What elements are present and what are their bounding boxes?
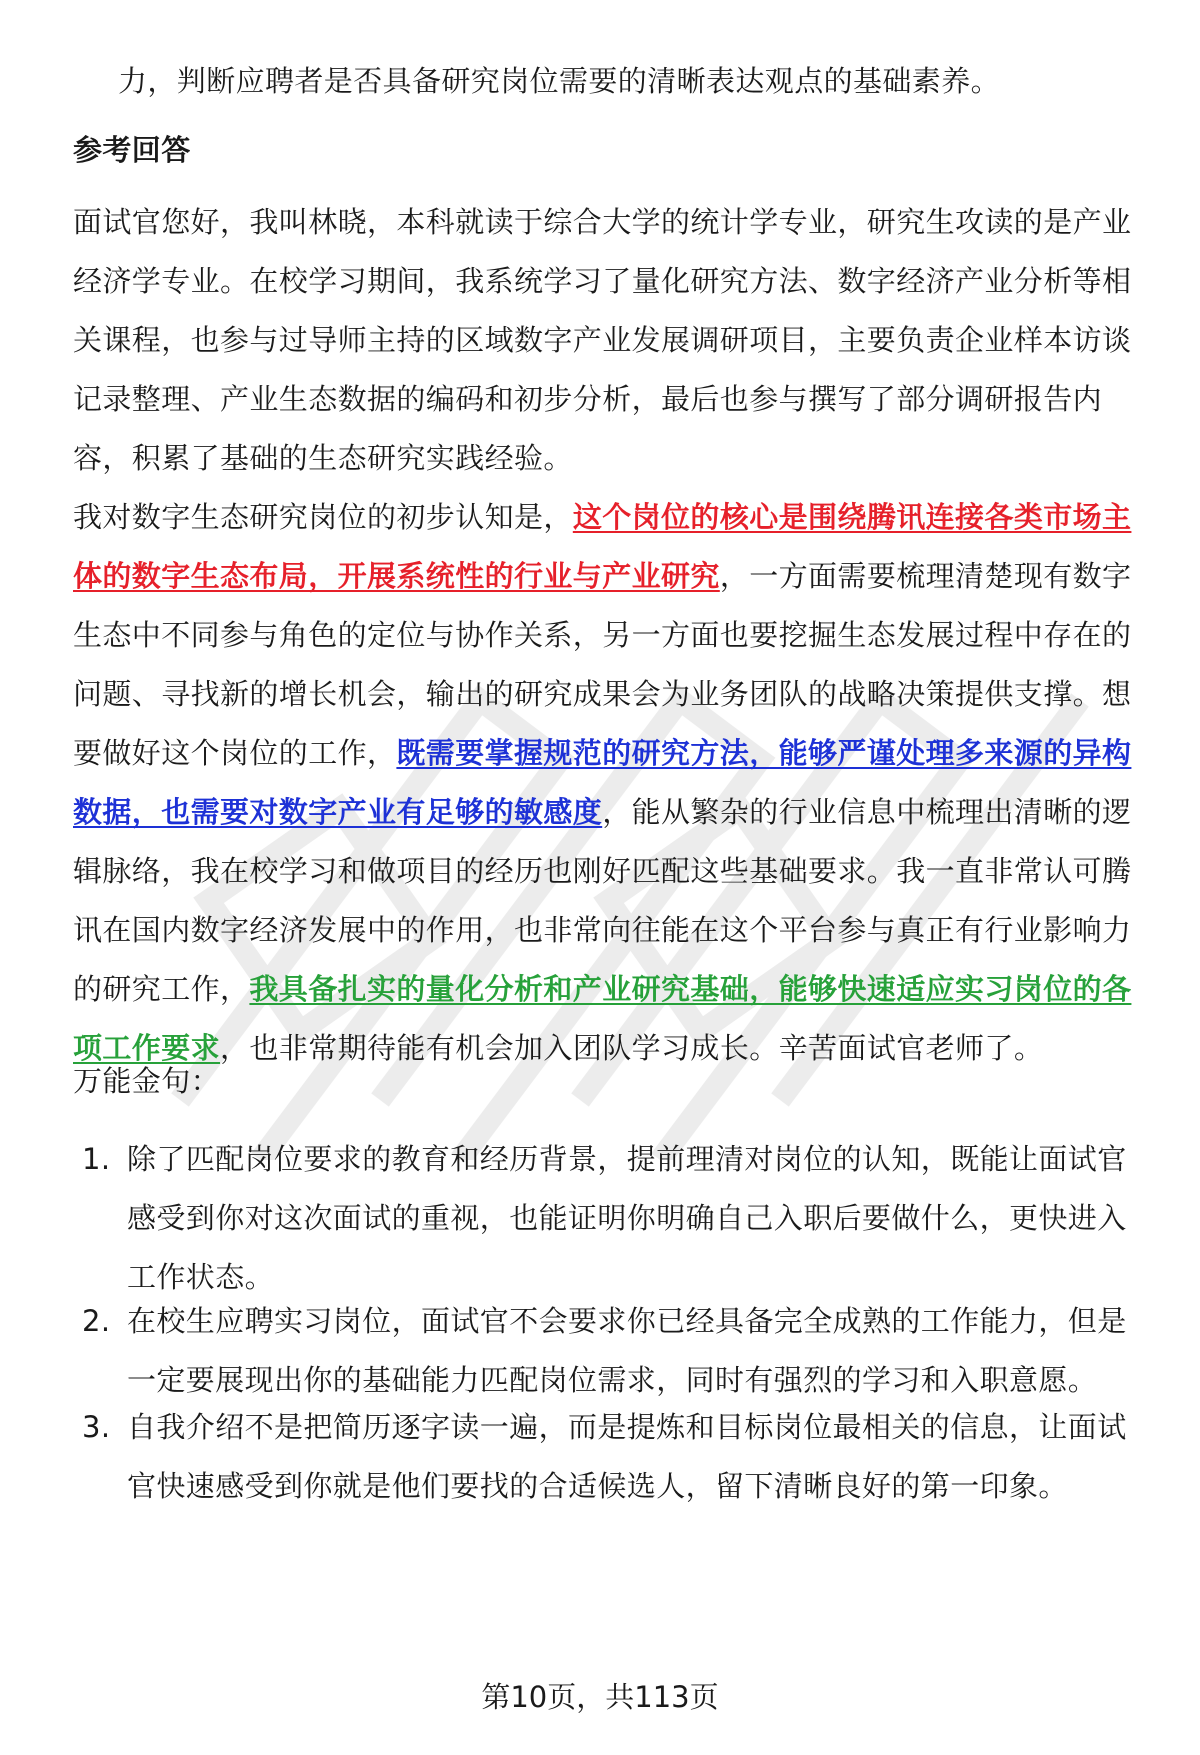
list-text: 在校生应聘实习岗位，面试官不会要求你已经具备完全成熟的工作能力，但是一定要展现出你的基础能力匹配岗位需求，同时有强烈的学习和入职意愿。 <box>127 1304 1127 1397</box>
list-item <box>82 1398 1148 1516</box>
reference-answer-heading: 参考回答 <box>73 133 191 167</box>
list-item <box>82 1292 1148 1410</box>
answer-paragraph-2 <box>73 488 1148 1078</box>
highlight-blue: 既需要掌握规范的研究方法，能够严谨处理多来源的异构数据，也需要对数字产业有足够的敏感度 <box>73 736 1132 829</box>
list-text: 自我介绍不是把简历逐字读一遍，而是提炼和目标岗位最相关的信息，让面试官快速感受到你就是他们要找的合适候选人，留下清晰良好的第一印象。 <box>127 1410 1127 1503</box>
answer-paragraph-1: 面试官您好，我叫林晓，本科就读于综合大学的统计学专业，研究生攻读的是产业经济学专业。在校学习期间，我系统学习了量化研究方法、数字经济产业分析等相关课程，也参与过导师主持的区域数字产业发展调研项目，主要负责企业样本访谈记录整理、产业生态数据的编码和初步分析，最后也参与撰写了部分调研报告内容，积累了基础的生态研究实践经验。 <box>73 205 1132 475</box>
answer-p2-text-2: ，一方面需要梳理清楚现有数字生态中不同参与角色的定位与协作关系，另一方面也要挖掘生态发展过程中存在的问题、寻找新的增长机会，输出的研究成果会为业务团队的战略决策提供支撑。想要做好这个岗位的工作， <box>73 559 1132 770</box>
answer-p2-text-3: ，能从繁杂的行业信息中梳理出清晰的逻辑脉络，我在校学习和做项目的经历也刚好匹配这些基础要求。我一直非常认可腾讯在国内数字经济发展中的作用，也非常向往能在这个平台参与真正有行业影响力的研究工作， <box>73 795 1132 1006</box>
tips-heading: 万能金句： <box>73 1064 221 1098</box>
list-item <box>82 1130 1148 1307</box>
intro-tail-line: 力，判断应聘者是否具备研究岗位需要的清晰表达观点的基础素养。 <box>118 64 1001 98</box>
list-number: 3. <box>82 1410 111 1444</box>
highlight-red: 这个岗位的核心是围绕腾讯连接各类市场主体的数字生态布局，开展系统性的行业与产业研究 <box>73 500 1132 593</box>
list-text: 除了匹配岗位要求的教育和经历背景，提前理清对岗位的认知，既能让面试官感受到你对这次面试的重视，也能证明你明确自己入职后要做什么，更快进入工作状态。 <box>127 1142 1127 1294</box>
answer-p2-text-1: 我对数字生态研究岗位的初步认知是， <box>73 500 573 534</box>
page-footer: 第10页，共113页 <box>481 1680 719 1714</box>
list-number: 1. <box>82 1142 111 1176</box>
list-number: 2. <box>82 1304 111 1338</box>
highlight-green: 我具备扎实的量化分析和产业研究基础，能够快速适应实习岗位的各项工作要求 <box>73 972 1132 1065</box>
answer-p2-text-4: ，也非常期待能有机会加入团队学习成长。辛苦面试官老师了。 <box>220 1031 1044 1065</box>
